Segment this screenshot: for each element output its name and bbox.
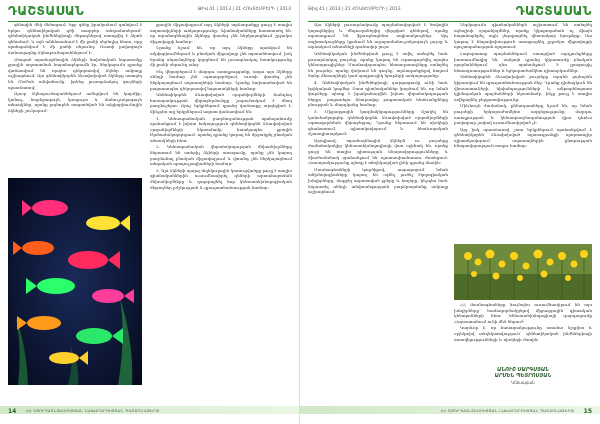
flower-illustration [454,244,592,300]
paragraph: 1. Կենսաբանական բազմազանության պահպանումը պահանջում է խիստ հսկողություն գենետիկորեն ձևափոխված օրգանիզմների նկատմամբ, հատկապես ջրային էկոհամակարգերում, որտեղ դրանք կարող են մրցակցել բնական տեսակների հետ։ [150,115,292,143]
magazine-logo: ԴԱՇՏԱՍԱՆ [515,4,592,18]
paragraph: 5. Միջազգային կազմակերպությունները մշակել են կանոնակարգեր գենետիկորեն ձևափոխված օրգանիզմների օգտագործման վերաբերյալ։ Դրանք ներառում են ռիսկերի գնահատում, պիտակավորում և հետևողական մշտադիտարկում։ [308,108,448,137]
article-column-4 [454,22,592,240]
paragraph: Գենետիկական ինժեներիան թույլ է տվել ստեղծել նաև լուսարձակող բույսեր, որոնք կարող են օգտագործվել որպես կենսացուցիչներ։ Մասնավորապես, հետազոտողները ստեղծել են բույսեր, որոնք փոխում են գույնը՝ արձագանքելով հողում ծանր մետաղների կամ պայթուցիկ նյութերի առկայությանը։ [308,50,448,79]
author-name-2: ԱՐՄԵՆ ՊԵՏՐՈՍՅԱՆ [494,374,552,379]
paragraph: Գենետիկորեն ձևափոխված բույսերը արդեն լայնորեն կիրառվում են գյուղատնտեսության մեջ։ Դրանք դիմացկուն են վնասատուների, հիվանդությունների և անբարենպաստ կլիմայական պայմանների նկատմամբ, ինչը թույլ է տալիս ավելացնել բերքատվությունը։ [454,74,592,102]
glowing-fish-photo [8,178,142,385]
paragraph: Այս ձկների լուսարձակումը պայմանավորված է ծովային կորալներից և մեդուզաներից վերցված գեներով, որոնք արտադրում են ֆլուորեսցենտ սպիտակուցներ։ Այդ սպիտակուցները կլանում են ուլտրամանուշակագույն լույսը և արձակում տեսանելի գունավոր լույս։ [308,22,448,50]
paragraph: Գենետիկորեն ձևափոխված օրգանիզմների հանդեպ հասարակության վերաբերմունքը շարունակում է մնալ բազմաշերտ։ Որոշ երկրներում դրանց վաճառքը արգելված է, մինչդեռ այլ երկրներում ազատ վաճառվում են։ [150,92,292,114]
paragraph: Այսպիսով, տրանսգենային ձկներն ու բույսերը ժամանակակից կենսատեխնոլոգիայի վառ օրինակ են, որոնք ցույց են տալիս գիտության հնարավորությունները և միաժամանակ պահանջում են պատասխանատու մոտեցում։ Հասարակությունը պետք է տեղեկացված լինի դրանց մասին։ [308,137,448,166]
paragraph: 4. Գենետիկական ինժեներիայի զարգացումը ունի նաև էթիկական կողմեր։ Շատ գիտնականներ կարծում են, որ նման փորձերը պետք է իրականացվեն խիստ վերահսկողության ներքո՝ բացառելու հնարավոր բացասական հետևանքները բնության և մարդկանց համար։ [308,79,448,108]
author-role: Կենսաբան [511,380,535,385]
paragraph: Այսօր ձկնաբուծարաններում աճեցվում են կարմիր, կանաչ, նարնջագույն, կապույտ և մանուշակագույն տեսակներ, որոնք լայնորեն տարածված են ակվարիումային ձկների շուկայում։ [8,91,142,113]
footer-text: ՀՀ ԳՅՈՒՂԱՏՆՏԵՍՈՒԹՅԱՆ ՆԱԽԱՐԱՐՈՒԹՅԱՆ ՊԱՇՏՈՆԱԹԵՐԹ [440,408,574,413]
paragraph: ՀՀ մասնագետները նույնպես ուսումնասիրում են այս խնդիրները՝ համագործակցելով միջազգային գիտական կենտրոնների հետ։ Կենսատեխնոլոգիայի զարգացումը Հայաստանում ունի մեծ ներուժ։ [454,302,592,324]
article-column-2 [150,22,292,384]
paragraph: գենային մեկ մեծացում, երբ գենը իրականում գտնվում է երկու գենետիկական գծի տարբեր տեղամասերում՝ գենետիկական ինժեներիայի մեթոդներով ստացվել է ձկան գենոմում, և այն անհետանում է մի քանի սերնդից հետո, որը պահպանվում է մի քանի սերունդ։ Ուստի լավագույն ճանապարհը ձկնաբուծարաններում է։ [8,22,142,55]
article-column-4-continued [454,302,592,360]
paragraph: Չնայած տրանսգենային ձկների նախնական նպատակը ջրային աղտոտման հայտնաբերումն էր, ներկայումս դրանք վաճառվում են որպես դեկորատիվ ձկներ ամբողջ աշխարհում։ Այս գենետիկորեն ձևափոխված ձկները ստացել են GloFish անվանումը՝ իրենց լուսարձակող գույների պատճառով։ [8,56,142,90]
paragraph: Ներկայումս գիտնականներն աշխատում են ստեղծել այնպիսի օրգանիզմներ, որոնք կկարողանան ոչ միայն հայտնաբերել, այլև չեզոքացնել վնասակար նյութերը։ Սա կարող է հեղափոխություն առաջացնել շրջակա միջավայրի պաշտպանության ոլորտում։ [454,22,592,50]
fish-illustration [8,178,142,385]
issue-info: Թիվ 41 | 2013 | 21 ՀՈԿՏԵՄԲԵՐԻ | 2013 [308,7,401,12]
right-page-header [300,4,600,20]
right-page [300,0,600,424]
paragraph: Կարևոր է, որ հասարակությունը ստանա ճշգրիտ և օբյեկտիվ տեղեկատվություն՝ գենետիկական ինժեներիայի առավելությունների և ռիսկերի մասին։ [454,325,592,342]
magazine-logo: ԴԱՇՏԱՍԱՆ [8,4,85,18]
paragraph: 3. Այս ձկների պարզ մոլեկուլային կառուցվածքը թույլ է տալիս գիտնականներին ուսումնասիրել գեների արտահայտման մեխանիզմները և զարգացնել նոր կենսատեխնոլոգիական մեթոդներ բժշկության և գյուղատնտեսության համար։ [150,167,292,190]
paragraph: Միևնույն ժամանակ, քննադատները նշում են, որ նման բույսերի երկարաժամկետ ազդեցությունը մարդու առողջության և կենսաբազմազանության վրա դեռևս բավարար չափով ուսումնասիրված չէ։ [454,103,592,126]
paragraph: Ինչ վերաբերում է մարդու առողջությանը, ապա այս ձկները սննդի համար չեն օգտագործվում, ուստի վտանգ չեն ներկայացնում սպառողների համար։ Դրանք նախատեսված են բացառապես դեկորատիվ նպատակների համար։ [150,68,292,91]
footer-text: ՀՀ ԳՅՈՒՂԱՏՆՏԵՍՈՒԹՅԱՆ ՆԱԽԱՐԱՐՈՒԹՅԱՆ ՊԱՇՏՈՆԱԹԵՐԹ [26,408,160,413]
paragraph: Լաբորատոր պայմաններում ստացված արդյունքները խոստումնալից են, սակայն դրանց կիրառումը բնական պայմաններում դեռ պահանջում է լրացուցիչ հետազոտություններ և երկարաժամկետ դիտարկումներ։ [454,50,592,73]
paragraph: Մասնագետների կարծիքով, ապագայում նման տեխնոլոգիաները կարող են օգնել լուծել էկոլոգիական խնդիրները, մաքրել աղտոտված ջրերը և հողերը, ինչպես նաև նպաստել սննդի անվտանգության բարձրացմանը ամբողջ աշխարհում։ [308,166,448,195]
left-page-header [0,4,299,20]
left-page-footer [0,394,299,418]
paragraph: Նրանք նշում են, որ այդ ձկները պահվում են ակվարիումներում և բնական միջավայր չեն արտանետվում, իսկ նրանց սերունդները կորցնում են լուսարձակող հատկությունը մի քանի սերունդ անց։ [150,45,292,68]
page-number: 14 [8,408,17,415]
author-name-1: ԱՆՈՒՇ ՍԱՐԳՍՅԱՆ [497,368,549,373]
paragraph: Այդ իսկ պատճառով շատ երկրներում պահանջվում է գենետիկորեն ձևափոխված արտադրանքի պարտադիր պիտակավորում՝ սպառողներին ընտրության հնարավորություն տալու համար։ [454,126,592,149]
yellow-flowers-photo [454,244,592,300]
page-number: 15 [583,408,592,415]
article-column-3 [308,22,448,384]
paragraph: 2. Կենսաբանական վերահսկողության մեխանիզմները ներառում են ստերիլ ձկների ստացումը, որոնք չեն կարող բազմանալ բնական միջավայրում և վտանգ չեն ներկայացնում տեղական պոպուլյացիաների համար։ [150,144,292,167]
issue-info: ԹԻՎ 41 | 2013 | 21 ՀՈԿՏԵՄԲԵՐԻ | 2013 [197,7,291,12]
article-column-1 [8,22,142,174]
author-signature [454,368,592,386]
right-page-footer [300,394,600,418]
paragraph: ջրային միջավայրում այդ ձկների արձագանքը ցույց է տալիս աղտոտիչների առկայությունը։ Գիտնականները հաստատել են, որ տրանսգենային ձկները վտանգ չեն ներկայացնում շրջակա միջավայրի համար։ [150,22,292,44]
